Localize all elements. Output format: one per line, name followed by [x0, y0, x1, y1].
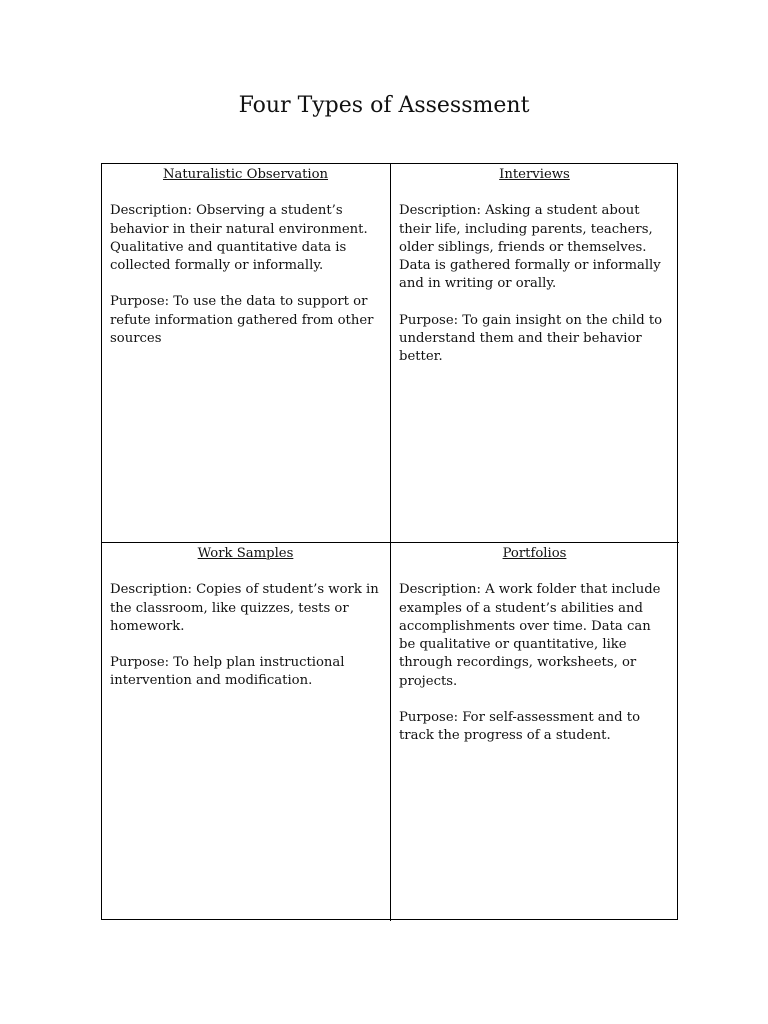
cell-description: Description: A work folder that include examples of a student’s abilities and accomplishments over time. Data can be qualitative or quantitative, like through recordings, worksheets, or projects. — [399, 582, 661, 689]
cell-interviews — [391, 164, 679, 543]
document-title: Four Types of Assessment — [238, 93, 530, 118]
cell-heading: Portfolios — [502, 546, 567, 561]
cell-work-samples — [102, 543, 391, 921]
cell-purpose: Purpose: To help plan instructional intervention and modification. — [110, 655, 345, 689]
cell-portfolios — [391, 543, 679, 921]
cell-heading: Naturalistic Observation — [162, 167, 329, 182]
cell-description: Description: Asking a student about their life, including parents, teachers, older siblings, friends or themselves. Data is gathered formally or informally and in writing or orally. — [399, 203, 661, 292]
cell-purpose: Purpose: For self-assessment and to track the progress of a student. — [399, 710, 641, 744]
cell-purpose: Purpose: To gain insight on the child to understand them and their behavior better. — [399, 312, 663, 365]
cell-purpose: Purpose: To use the data to support or refute information gathered from other sources — [110, 294, 374, 347]
cell-heading: Interviews — [499, 167, 570, 182]
cell-description: Description: Copies of student’s work in the classroom, like quizzes, tests or homework. — [110, 582, 379, 634]
cell-heading: Work Samples — [197, 546, 294, 561]
cell-naturalistic-observation — [102, 164, 391, 543]
cell-description: Description: Observing a student’s behavior in their natural environment. Qualitative and quantitative data is collected formally or informally. — [110, 203, 368, 274]
assessment-table — [101, 163, 678, 920]
